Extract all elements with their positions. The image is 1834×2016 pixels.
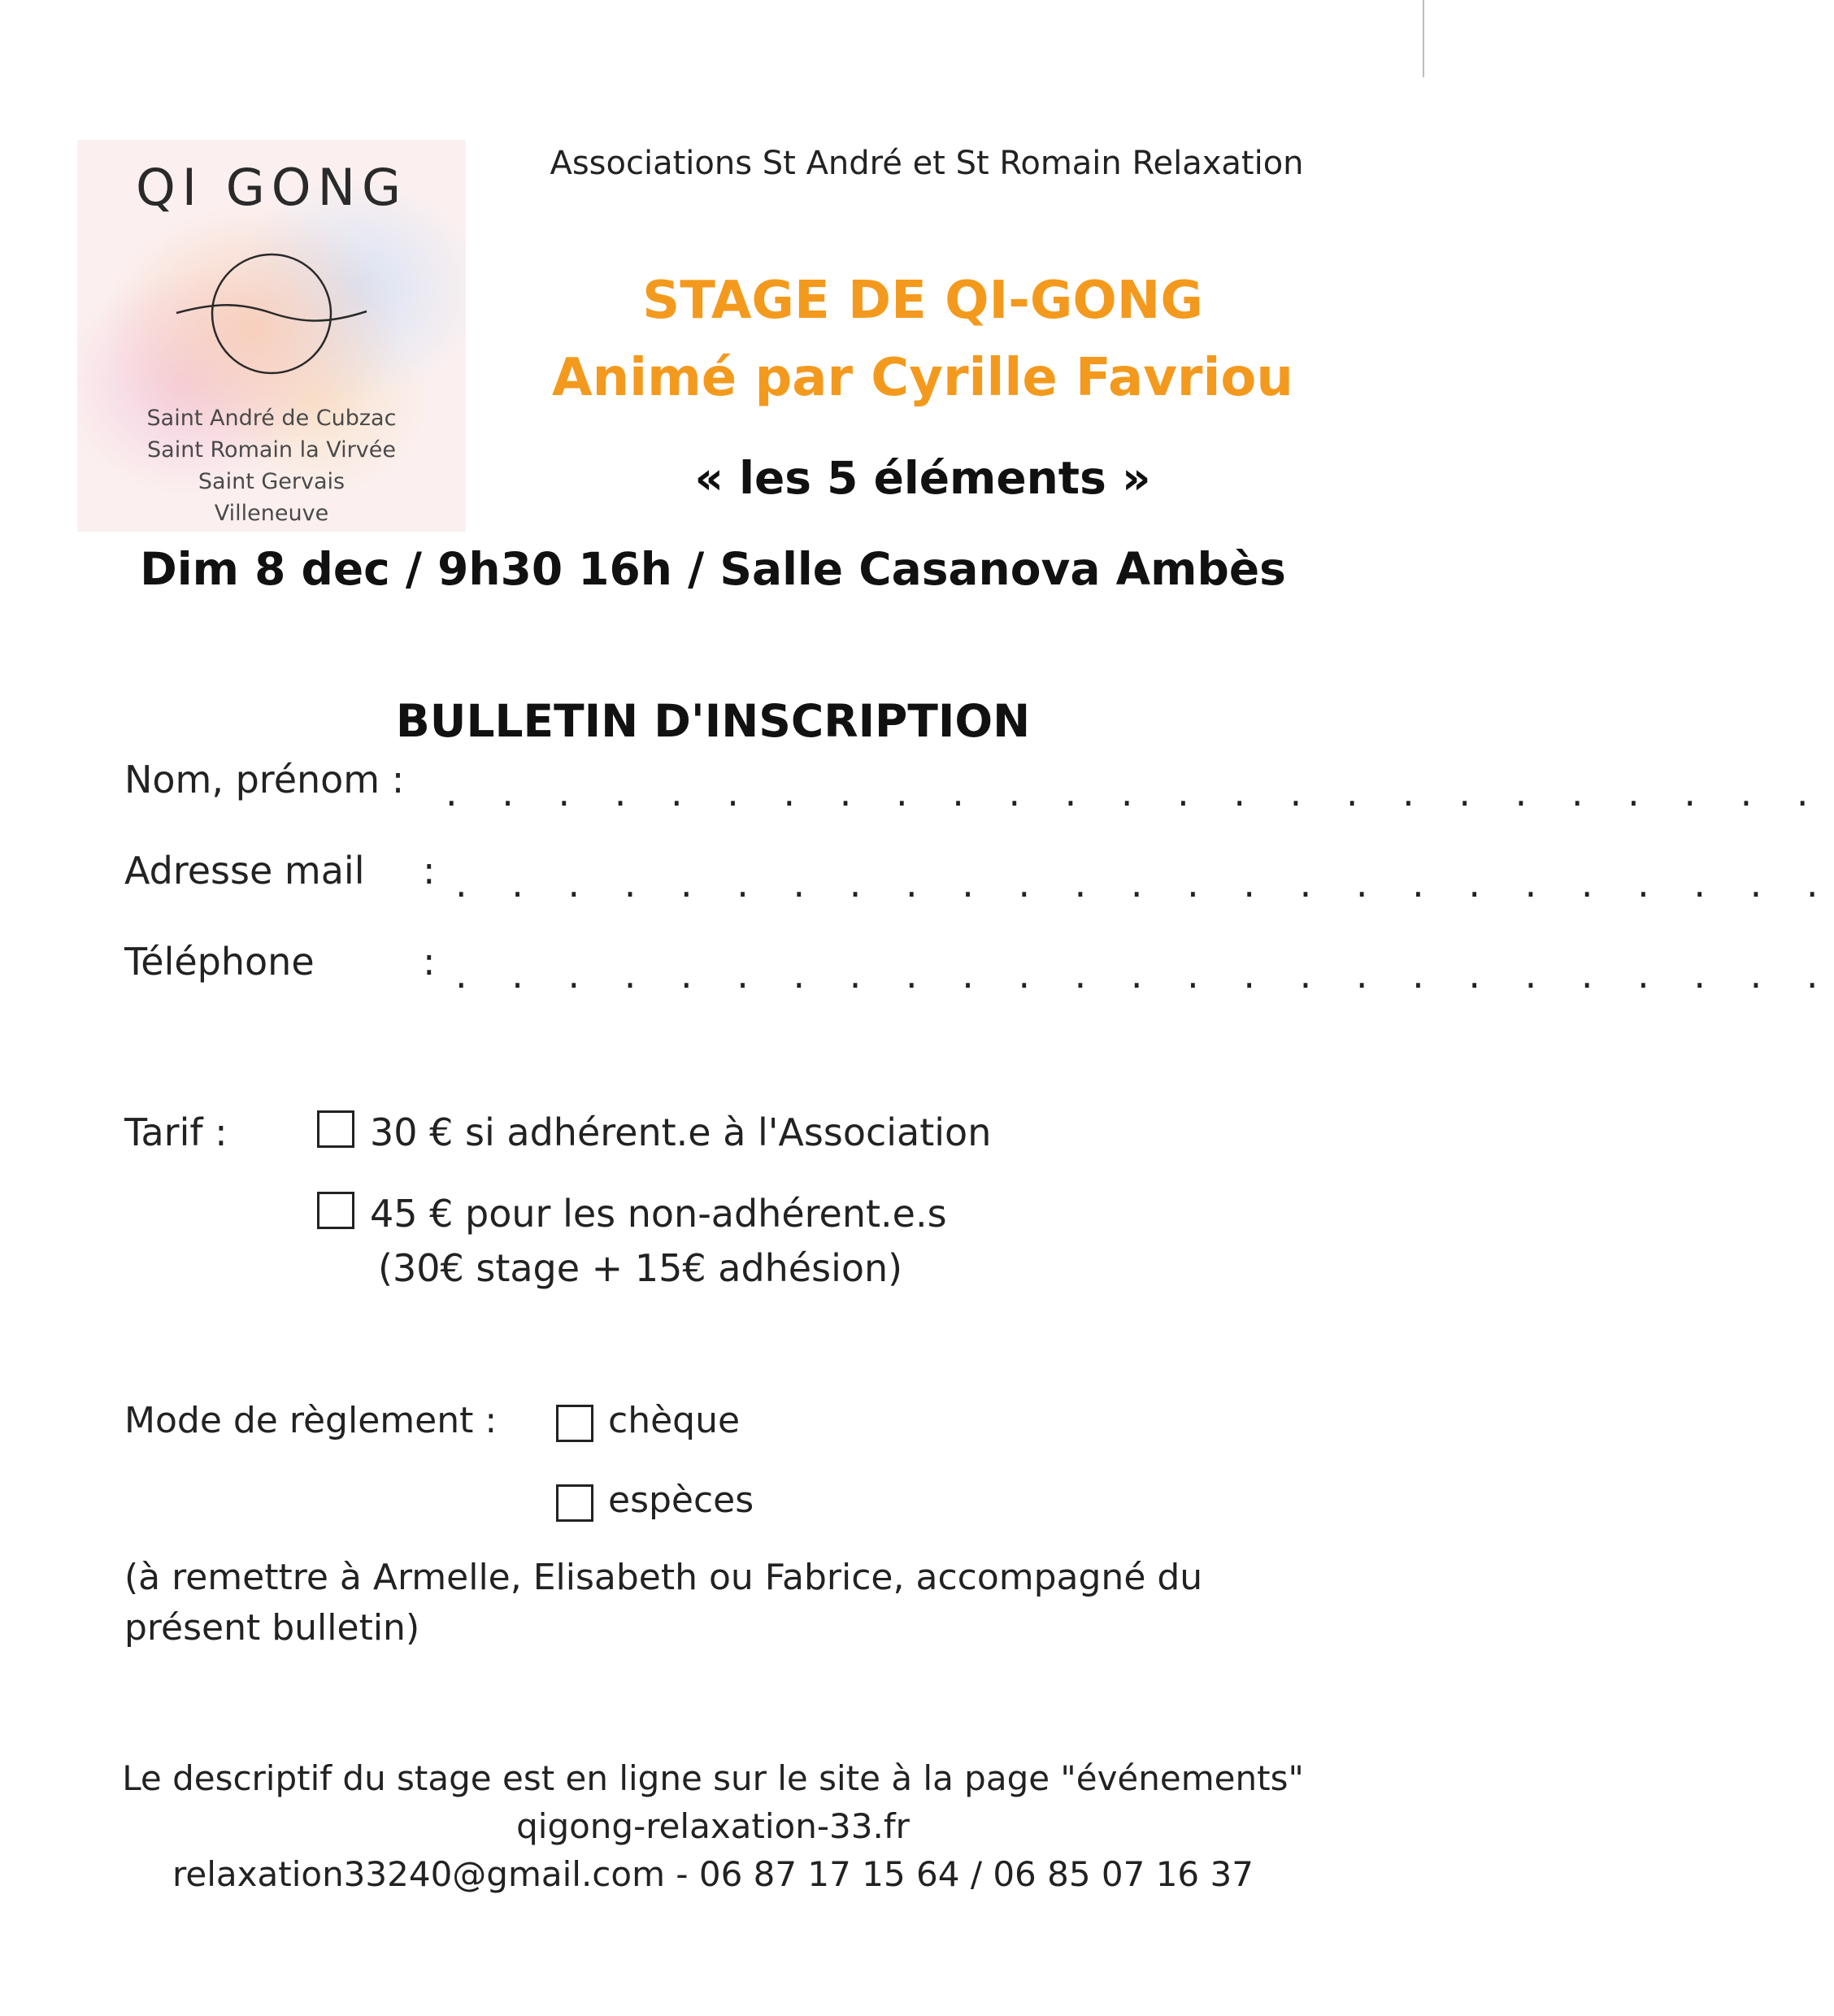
- payment-especes-checkbox[interactable]: [556, 1484, 593, 1522]
- qigong-logo: [77, 140, 466, 532]
- logo-place: Saint Romain la Virvée: [147, 437, 396, 463]
- tarif-member-label: 30 € si adhérent.e à l'Association: [370, 1110, 992, 1154]
- footer-contact[interactable]: relaxation33240@gmail.com - 06 87 17 15 64 / 06 85 07 16 37: [172, 1854, 1254, 1894]
- email-field-colon: :: [423, 849, 436, 893]
- footer-website-link[interactable]: qigong-relaxation-33.fr: [516, 1806, 910, 1846]
- payment-note: [124, 1553, 1311, 1653]
- tarif-nonmember-checkbox[interactable]: [317, 1192, 354, 1229]
- payment-cheque-label: chèque: [608, 1400, 741, 1441]
- tarif-nonmember-label: 45 € pour les non-adhérent.e.s: [370, 1192, 947, 1236]
- payment-cheque-checkbox[interactable]: [556, 1405, 593, 1442]
- payment-especes-label: espèces: [608, 1479, 754, 1521]
- payment-label: Mode de règlement :: [124, 1400, 498, 1441]
- phone-field-colon: :: [423, 940, 436, 984]
- form-title: BULLETIN D'INSCRIPTION: [395, 695, 1031, 747]
- stage-title: STAGE DE QI-GONG: [642, 271, 1203, 331]
- logo-title: QI GONG: [135, 158, 408, 217]
- phone-field-dots[interactable]: . . . . . . . . . . . . . . . . . . . . . . . . .: [455, 953, 1834, 997]
- phone-field-label: Téléphone: [124, 940, 315, 984]
- email-field-dots[interactable]: . . . . . . . . . . . . . . . . . . . . . . . . .: [455, 862, 1834, 906]
- logo-places: [77, 402, 466, 529]
- stage-theme: « les 5 éléments »: [694, 452, 1151, 504]
- association-name: Associations St André et St Romain Relaxation: [550, 145, 1304, 182]
- footer-description: Le descriptif du stage est en ligne sur le site à la page "événements": [122, 1758, 1304, 1798]
- tarif-label: Tarif :: [124, 1110, 228, 1154]
- page-edge-line: [1423, 0, 1424, 77]
- name-field-dots[interactable]: . . . . . . . . . . . . . . . . . . . . . . . . .: [445, 771, 1825, 815]
- logo-place: Villeneuve: [214, 501, 329, 526]
- stage-subtitle: Animé par Cyrille Favriou: [552, 348, 1293, 408]
- date-location-line: Dim 8 dec / 9h30 16h / Salle Casanova Ambès: [140, 543, 1286, 595]
- payment-note-line: (à remettre à Armelle, Elisabeth ou Fabrice, accompagné du: [124, 1557, 1203, 1598]
- name-field-label: Nom, prénom :: [124, 758, 405, 802]
- payment-note-line: présent bulletin): [124, 1607, 420, 1649]
- logo-place: Saint André de Cubzac: [146, 406, 397, 431]
- tarif-member-checkbox[interactable]: [317, 1110, 354, 1148]
- email-field-label: Adresse mail: [124, 849, 365, 893]
- tarif-nonmember-detail: (30€ stage + 15€ adhésion): [378, 1246, 903, 1290]
- logo-place: Saint Gervais: [198, 469, 346, 494]
